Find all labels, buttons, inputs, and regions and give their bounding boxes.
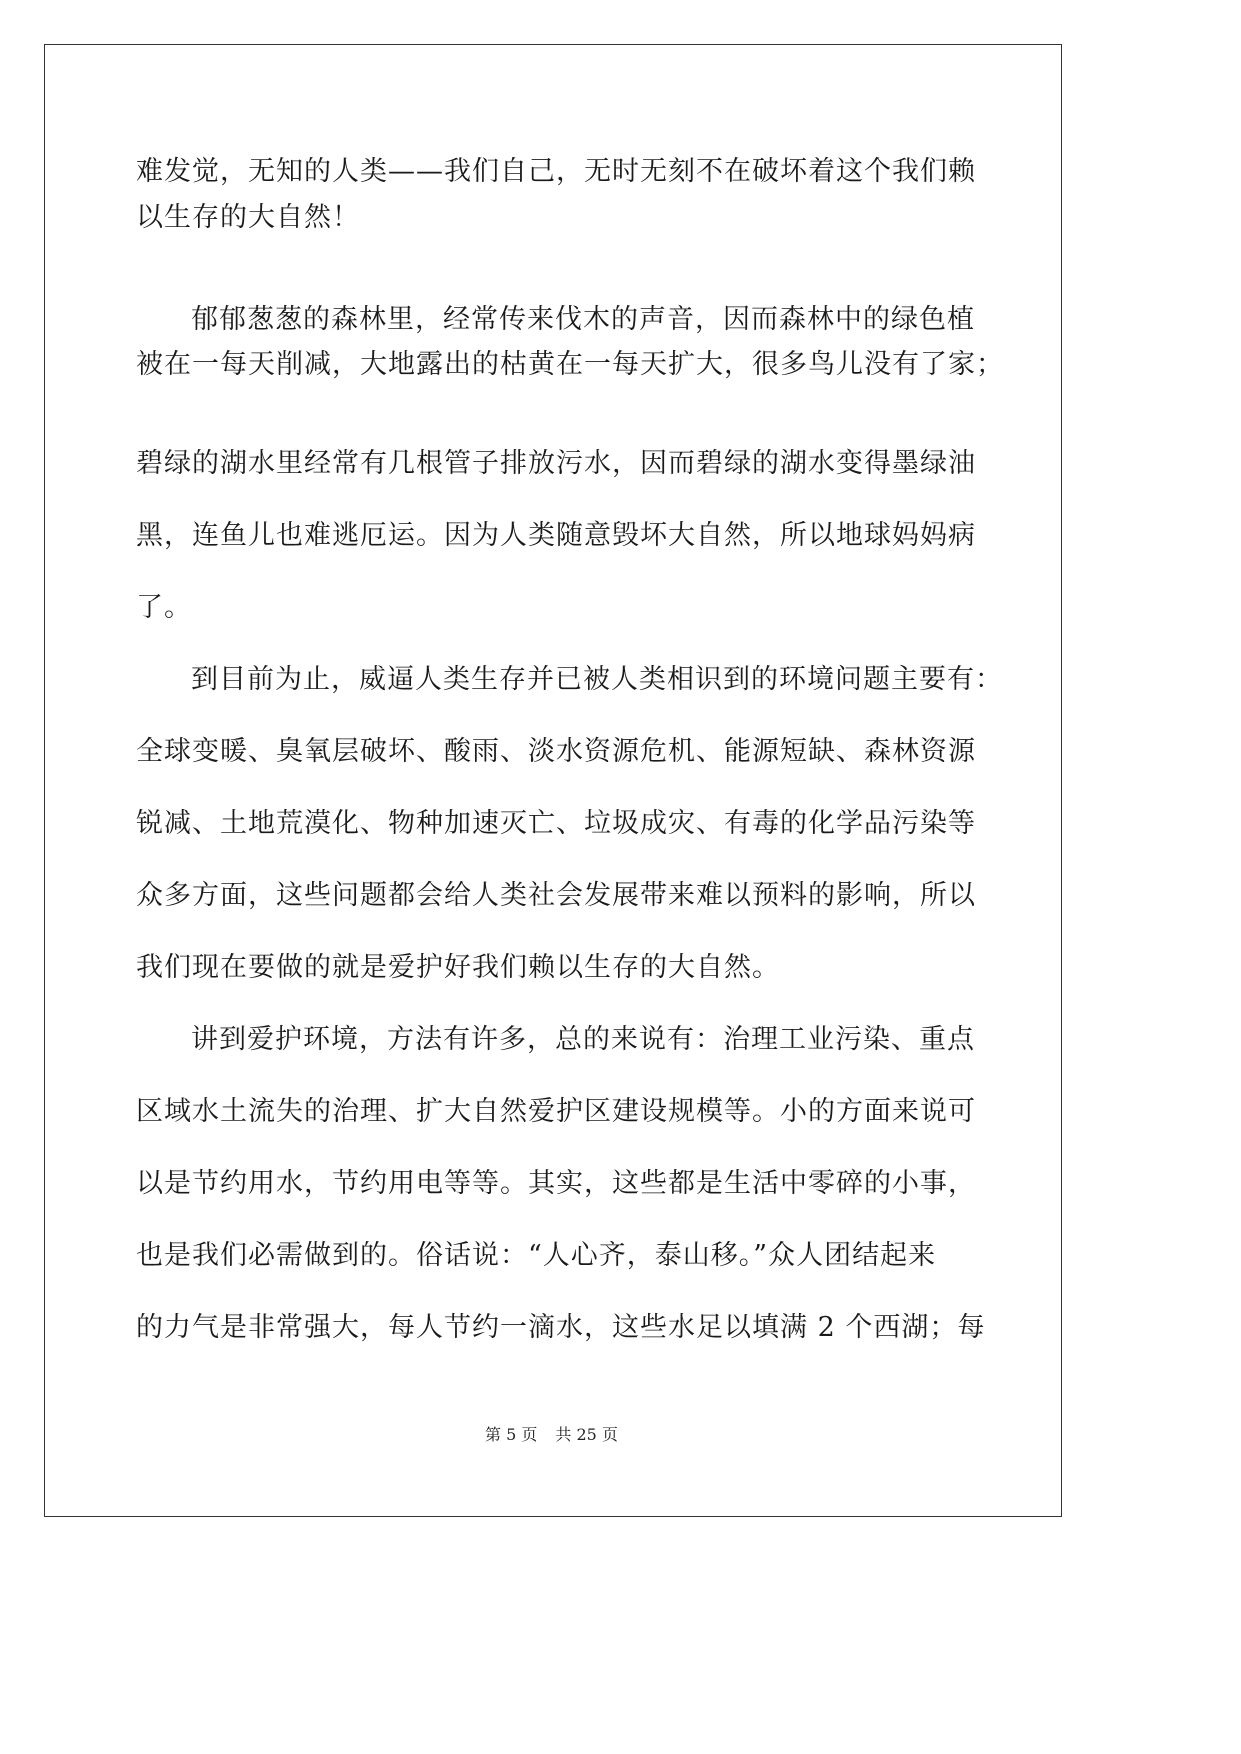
text-line: 全球变暖、臭氧层破坏、酸雨、淡水资源危机、能源短缺、森林资源 [136,736,976,767]
page-total: 共 25 页 [555,1425,618,1444]
text-line: 黑，连鱼儿也难逃厄运。因为人类随意毁坏大自然，所以地球妈妈病 [136,520,976,551]
text-line: 锐减、土地荒漠化、物种加速灭亡、垃圾成灾、有毒的化学品污染等 [136,808,976,839]
text-line: 的力气是非常强大，每人节约一滴水，这些水足以填满 2 个西湖；每 [136,1312,986,1343]
text-line: 了。 [136,592,192,623]
page-number: 第 5 页 [485,1425,538,1444]
paragraph-start-line: 讲到爱护环境，方法有许多，总的来说有：治理工业污染、重点 [191,1024,975,1055]
text-line: 众多方面，这些问题都会给人类社会发展带来难以预料的影响，所以 [136,880,976,911]
page-border [44,44,1062,1517]
text-line: 碧绿的湖水里经常有几根管子排放污水，因而碧绿的湖水变得墨绿油 [136,448,976,479]
text-line: 以生存的大自然！ [136,202,360,233]
text-line: 区域水土流失的治理、扩大自然爱护区建设规模等。小的方面来说可 [136,1096,976,1127]
text-line: 难发觉，无知的人类——我们自己，无时无刻不在破坏着这个我们赖 [136,156,976,187]
text-line: 以是节约用水，节约用电等等。其实，这些都是生活中零碎的小事， [136,1168,976,1199]
page-footer [0,1424,1103,1446]
text-line: 我们现在要做的就是爱护好我们赖以生存的大自然。 [136,952,780,983]
paragraph-start-line: 郁郁葱葱的森林里，经常传来伐木的声音，因而森林中的绿色植 [191,304,975,335]
paragraph-start-line: 到目前为止，威逼人类生存并已被人类相识到的环境问题主要有： [191,664,1003,695]
text-line: 也是我们必需做到的。俗话说：“人心齐，泰山移。”众人团结起来 [136,1240,937,1271]
text-line: 被在一每天削减，大地露出的枯黄在一每天扩大，很多鸟儿没有了家； [136,349,1004,380]
